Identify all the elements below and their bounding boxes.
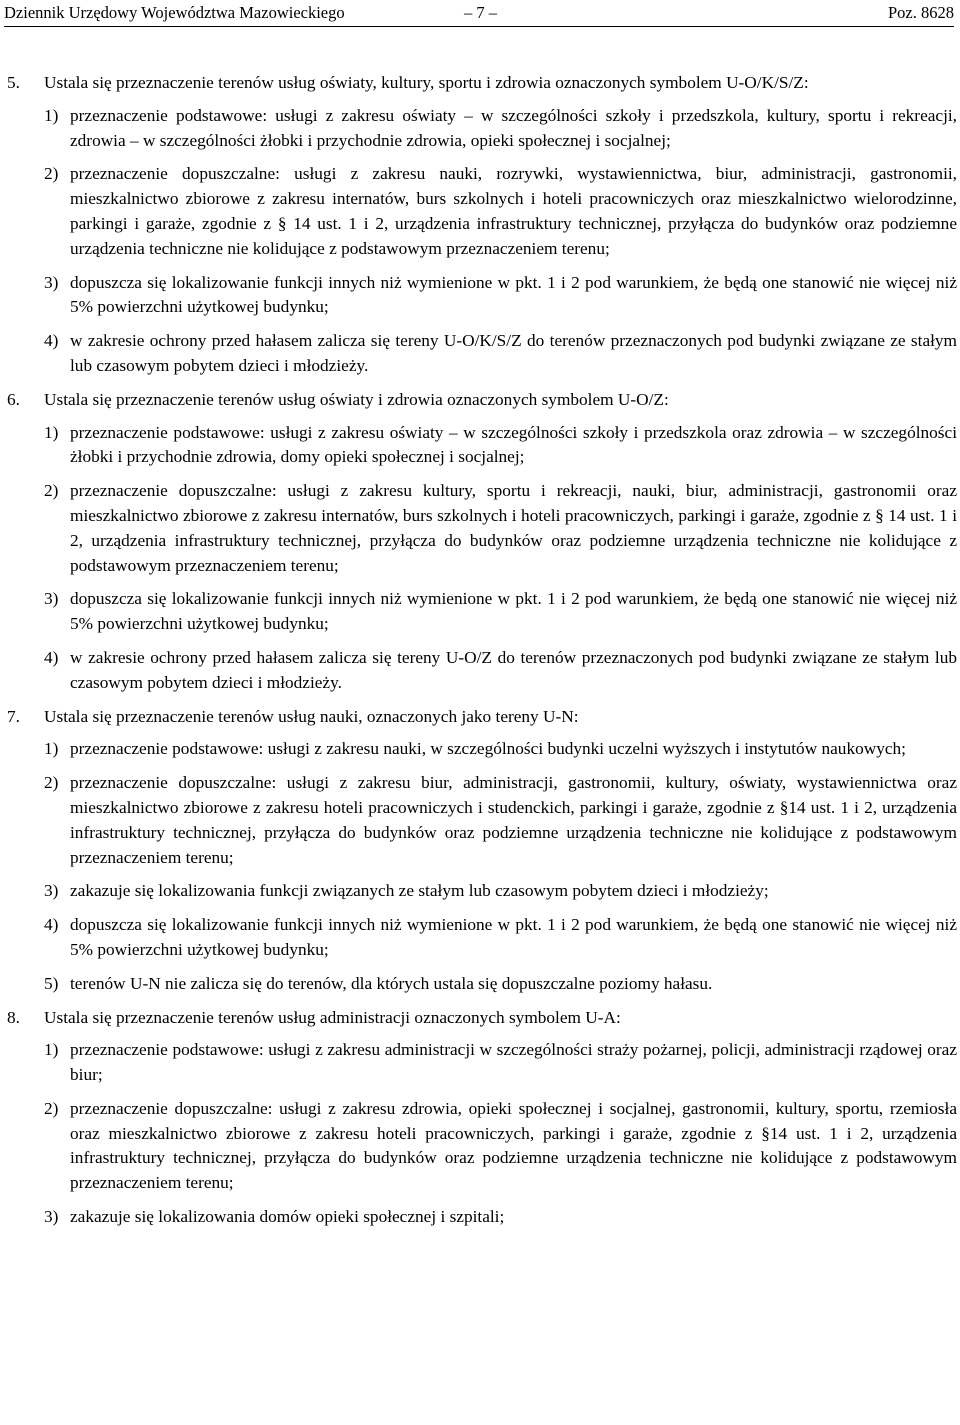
item-text: dopuszcza się lokalizowanie funkcji innych niż wymienione w pkt. 1 i 2 pod warunkiem, że będą one stanowić nie więcej niż 5% powierzchni użytkowej budynku; [70,272,957,317]
section-heading: Ustala się przeznaczenie terenów usług administracji oznaczonych symbolem U-A: [44,1007,621,1027]
item-list [7,421,957,696]
item-text: zakazuje się lokalizowania funkcji związanych ze stałym lub czasowym pobytem dzieci i młodzieży; [70,881,769,901]
list-item [7,1038,957,1088]
item-text: przeznaczenie dopuszczalne: usługi z zakresu kultury, sportu i rekreacji, nauki, biur, administracji, gastronomii oraz mieszkalnictwo zbiorowe z zakresu internatów, burs szkolnych i hoteli pracowniczych, parkingi i garaże, zgodnie z § 14 ust. 1 i 2, urządzenia infrastruktury technicznej, przyłącza do budynków oraz podziemne urządzenia techniczne nie kolidujące z podstawowym przeznaczeniem terenu; [70,481,957,575]
item-number: 1) [44,739,59,759]
item-number: 4) [44,647,59,667]
item-text: przeznaczenie dopuszczalne: usługi z zakresu zdrowia, opieki społecznej i socjalnej, gastronomii, kultury, sportu, rzemiosła oraz mieszkalnictwo zbiorowe z zakresu hoteli pracowniczych, parkingi i garaże, zgodnie z §14 ust. 1 i 2, urządzenia infrastruktury technicznej, przyłącza do budynków oraz podziemne urządzenia techniczne nie kolidujące z podstawowym przeznaczeniem terenu; [70,1098,957,1193]
list-item [7,879,957,904]
section-heading: Ustala się przeznaczenie terenów usług oświaty, kultury, sportu i zdrowia oznaczonych symbolem U-O/K/S/Z: [44,73,809,92]
document-body [7,71,957,1239]
position-number: Poz. 8628 [888,3,954,22]
list-item [7,587,957,637]
item-number: 4) [44,915,59,935]
item-list [7,1038,957,1230]
section-number: 7. [7,706,20,726]
section-5 [7,71,957,379]
item-number: 2) [44,164,59,184]
section-7 [7,705,957,997]
list-item [7,162,957,261]
list-item [7,646,957,696]
item-list [7,737,957,996]
item-number: 3) [44,1207,59,1227]
item-number: 4) [44,331,59,351]
list-item [7,913,957,963]
item-text: dopuszcza się lokalizowanie funkcji innych niż wymienione w pkt. 1 i 2 pod warunkiem, że będą one stanowić nie więcej niż 5% powierzchni użytkowej budynku; [70,915,957,959]
journal-title: Dziennik Urzędowy Województwa Mazowieckiego [4,3,345,22]
page-number: – 7 – [464,3,497,22]
item-number: 3) [44,272,59,292]
section-6 [7,388,957,696]
item-number: 5) [44,973,59,993]
item-number: 1) [44,422,59,442]
item-text: terenów U-N nie zalicza się do terenów, dla których ustala się dopuszczalne poziomy hałasu. [70,973,713,993]
list-item [7,972,957,997]
item-text: zakazuje się lokalizowania domów opieki społecznej i szpitali; [70,1207,505,1227]
item-text: w zakresie ochrony przed hałasem zalicza się tereny U-O/Z do terenów przeznaczonych pod budynki związane ze stałym lub czasowym pobytem dzieci i młodzieży. [70,647,957,692]
item-number: 3) [44,589,59,609]
page-header [4,2,954,26]
list-item [7,1097,957,1196]
header-divider [4,26,954,27]
item-number: 1) [44,105,59,125]
section-heading: Ustala się przeznaczenie terenów usług oświaty i zdrowia oznaczonych symbolem U-O/Z: [44,389,669,409]
item-number: 2) [44,773,59,793]
item-text: przeznaczenie podstawowe: usługi z zakresu nauki, w szczególności budynki uczelni wyższych i instytutów naukowych; [70,739,906,759]
list-item [7,421,957,471]
item-text: przeznaczenie dopuszczalne: usługi z zakresu nauki, rozrywki, wystawiennictwa, biur, administracji, gastronomii, mieszkalnictwo zbiorowe z zakresu internatów, burs szkolnych i hoteli pracowniczych oraz mieszkalnictwo wielorodzinne, parkingi i garaże, zgodnie z § 14 ust. 1 i 2, urządzenia infrastruktury technicznej, przyłącza do budynków oraz podziemne urządzenia techniczne nie kolidujące z podstawowym przeznaczeniem terenu; [70,164,957,258]
list-item [7,737,957,762]
item-number: 2) [44,1098,59,1118]
list-item [7,771,957,870]
list-item [7,104,957,154]
item-text: w zakresie ochrony przed hałasem zalicza się tereny U-O/K/S/Z do terenów przeznaczonych pod budynki związane ze stałym lub czasowym pobytem dzieci i młodzieży. [70,331,957,375]
item-text: przeznaczenie podstawowe: usługi z zakresu oświaty – w szczególności szkoły i przedszkola, kultury, sportu i rekreacji, zdrowia – w szczególności żłobki i przychodnie zdrowia, opieki społecznej i socjalnej; [70,105,957,150]
item-text: dopuszcza się lokalizowanie funkcji innych niż wymienione w pkt. 1 i 2 pod warunkiem, że będą one stanowić nie więcej niż 5% powierzchni użytkowej budynku; [70,589,957,634]
section-heading: Ustala się przeznaczenie terenów usług nauki, oznaczonych jako tereny U-N: [44,706,579,726]
section-number: 8. [7,1007,20,1027]
item-text: przeznaczenie dopuszczalne: usługi z zakresu biur, administracji, gastronomii, kultury, oświaty, wystawiennictwa oraz mieszkalnictwo zbiorowe z zakresu hoteli pracowniczych i studenckich, parkingi i garaże, zgodnie z §14 ust. 1 i 2, urządzenia infrastruktury technicznej, przyłącza do budynków oraz podziemne urządzenia techniczne nie kolidujące z podstawowym przeznaczeniem terenu; [70,773,957,867]
item-number: 1) [44,1040,59,1060]
section-8 [7,1006,957,1230]
list-item [7,271,957,321]
section-number: 6. [7,389,20,409]
section-number: 5. [7,73,20,92]
list-item [7,329,957,379]
item-text: przeznaczenie podstawowe: usługi z zakresu oświaty – w szczególności szkoły i przedszkola oraz zdrowia – w szczególności żłobki i przychodnie zdrowia, domy opieki społecznej i socjalnej; [70,422,957,467]
item-list [7,104,957,379]
item-text: przeznaczenie podstawowe: usługi z zakresu administracji w szczególności straży pożarnej, policji, administracji rządowej oraz biur; [70,1040,957,1085]
item-number: 2) [44,481,59,501]
item-number: 3) [44,881,59,901]
list-item [7,1205,957,1230]
list-item [7,479,957,578]
